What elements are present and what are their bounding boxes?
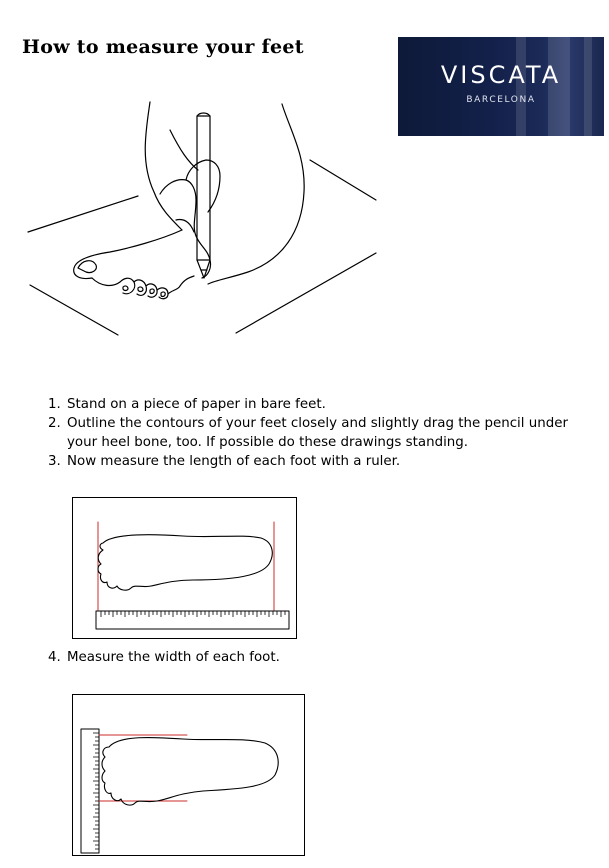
width-measure-frame — [72, 694, 305, 856]
ankle-outline — [208, 104, 304, 284]
foot-outline — [102, 737, 278, 805]
toe-4 — [146, 284, 157, 297]
paper-edge-bottom-right — [236, 253, 376, 333]
step-number: 1. — [48, 397, 61, 412]
leg-outline — [145, 102, 182, 230]
width-measure-illustration — [73, 695, 304, 855]
list-item — [48, 452, 568, 471]
steps-list-a — [48, 395, 568, 471]
paper-edge-bottom — [30, 285, 118, 335]
length-measure-frame — [72, 497, 297, 639]
step-text: Now measure the length of each foot with a ruler. — [67, 454, 401, 469]
step-text: your heel bone, too. If possible do these drawings standing. — [67, 435, 469, 450]
list-item — [48, 648, 280, 667]
logo-subtitle: BARCELONA — [466, 95, 536, 105]
step-text: Outline the contours of your feet closely and slightly drag the pencil under — [67, 416, 568, 431]
foot-tracing-illustration — [20, 100, 380, 345]
toe-2 — [120, 278, 135, 294]
paper-edge-top — [28, 196, 138, 232]
page-title: How to measure your feet — [22, 36, 304, 58]
step-number: 3. — [48, 454, 61, 469]
step-text: Stand on a piece of paper in bare feet. — [67, 397, 326, 412]
list-item — [48, 395, 568, 414]
toe-3 — [134, 280, 146, 296]
paper-edge-right — [310, 160, 376, 200]
brand-logo — [398, 37, 604, 136]
hand-outline — [160, 180, 211, 278]
ruler-vertical — [81, 729, 99, 853]
step-number: 2. — [48, 416, 61, 431]
big-toe — [92, 278, 120, 285]
list-item — [48, 414, 568, 452]
step-number: 4. — [48, 650, 61, 665]
step-text: Measure the width of each foot. — [67, 650, 280, 665]
length-measure-illustration — [73, 498, 296, 638]
logo-wordmark: VISCATA — [440, 61, 562, 89]
foot-outline — [98, 535, 272, 590]
steps-list-b — [48, 648, 280, 667]
foot-top — [74, 230, 182, 279]
